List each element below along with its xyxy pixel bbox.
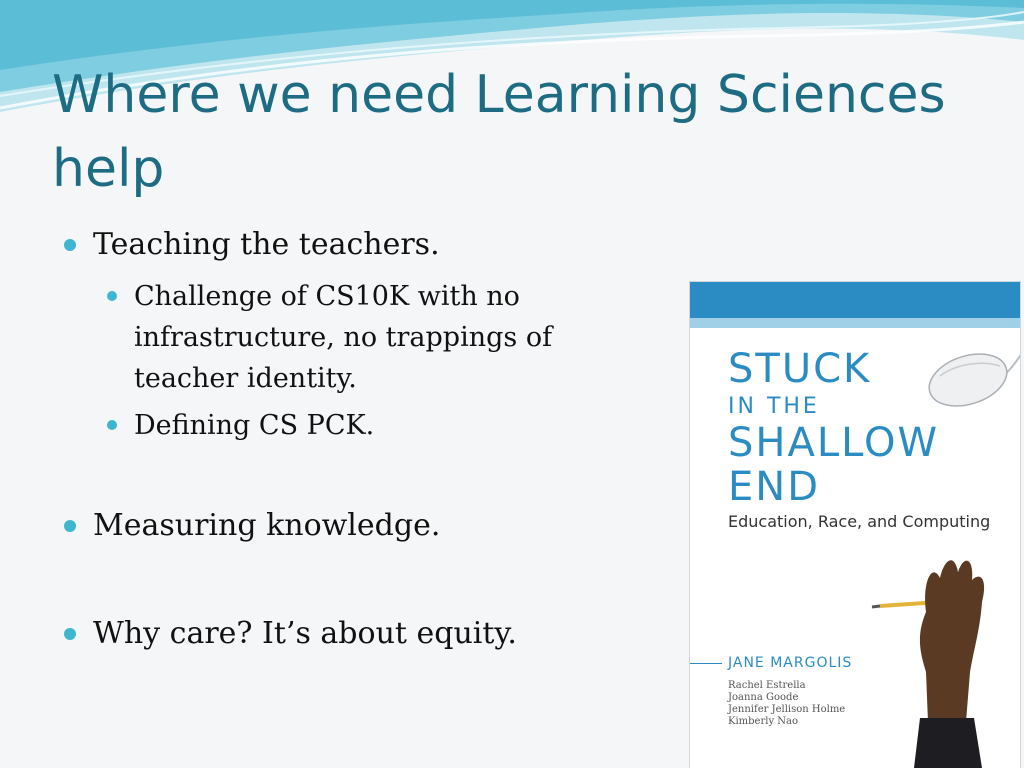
book-title-line: STUCK	[728, 346, 872, 392]
book-author: JANE MARGOLIS	[728, 655, 853, 671]
book-coauthors	[728, 680, 845, 728]
sub-bullet-item	[64, 276, 624, 399]
bullet-text: Why care? It’s about equity.	[93, 616, 517, 651]
book-title-line: IN THE	[728, 394, 820, 419]
bullet-dot-icon	[64, 520, 76, 532]
book-cover-band	[690, 282, 1020, 318]
book-coauthor: Jennifer Jellison Holme	[728, 704, 846, 715]
book-cover-image	[690, 282, 1020, 768]
book-coauthor: Kimberly Nao	[728, 716, 799, 727]
bullet-text: Teaching the teachers.	[93, 227, 440, 262]
computer-mouse-icon	[920, 340, 1020, 410]
book-title-line: END	[728, 464, 820, 510]
book-coauthor: Joanna Goode	[728, 692, 799, 703]
bullet-dot-icon	[64, 628, 76, 640]
sub-bullet-item	[64, 405, 624, 446]
bullet-text: Measuring knowledge.	[93, 508, 441, 543]
bullet-item	[64, 615, 624, 653]
sub-bullet-text: Defining CS PCK.	[134, 410, 375, 441]
bullet-item	[64, 226, 624, 264]
sub-bullet-text: Challenge of CS10K with no infrastructure, no trappings of teacher identity.	[134, 281, 553, 394]
book-cover-stripe	[690, 318, 1020, 328]
slide-title: Where we need Learning Sciences help	[52, 65, 946, 199]
bullet-item	[64, 507, 624, 545]
bullet-dot-icon	[107, 420, 117, 430]
bullet-dot-icon	[107, 291, 117, 301]
bullet-dot-icon	[64, 239, 76, 251]
book-title-line: SHALLOW	[728, 420, 940, 466]
bullet-list	[64, 226, 624, 653]
book-author-rule	[690, 663, 722, 664]
book-subtitle: Education, Race, and Computing	[728, 512, 991, 531]
raised-hand-icon	[870, 552, 1020, 768]
book-coauthor: Rachel Estrella	[728, 680, 806, 691]
